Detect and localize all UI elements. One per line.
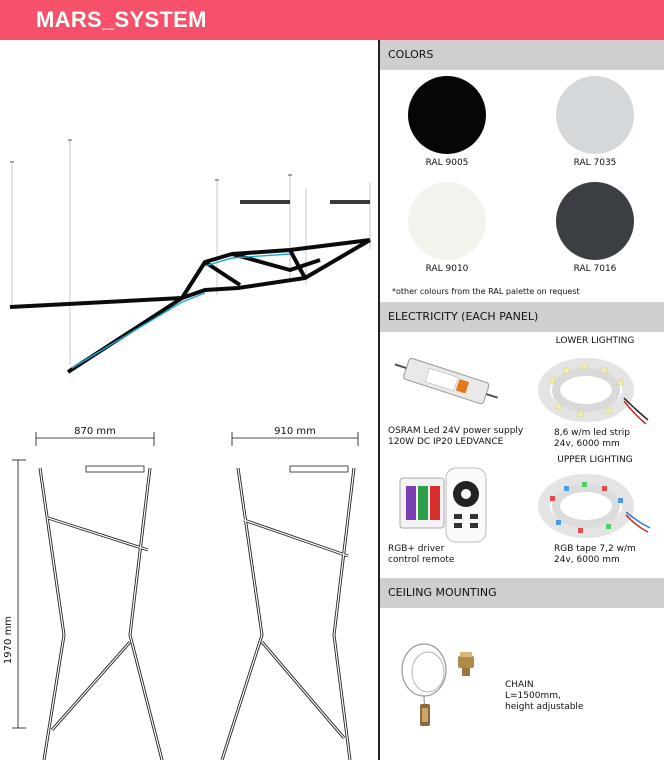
psu-line-2: 120W DC IP20 LEDVANCE xyxy=(388,437,504,447)
lower-lighting-title: LOWER LIGHTING xyxy=(555,336,635,346)
colors-title: COLORS xyxy=(388,48,434,61)
header-bar xyxy=(0,0,664,40)
chain-image xyxy=(394,634,504,734)
chain-line-2: L=1500mm, xyxy=(505,691,561,701)
color-label: RAL 7016 xyxy=(573,264,617,274)
color-label: RAL 9005 xyxy=(425,158,469,168)
driver-line-2: control remote xyxy=(388,555,455,565)
color-swatch-ral-7035 xyxy=(556,76,634,154)
chain-line-3: height adjustable xyxy=(505,702,584,712)
panel-drawings xyxy=(0,420,378,760)
psu-desc xyxy=(388,426,523,448)
color-swatch-ral-7016 xyxy=(556,182,634,260)
color-label: RAL 7035 xyxy=(573,158,617,168)
drawings-column xyxy=(0,40,378,760)
led-strip-line-1: 8,6 w/m led strip xyxy=(554,428,630,438)
rgb-tape-line-1: RGB tape 7,2 w/m xyxy=(554,544,636,554)
chain-line-1: CHAIN xyxy=(505,680,534,690)
led-strip-desc xyxy=(554,428,630,450)
color-swatch-ral-9010 xyxy=(408,182,486,260)
electricity-title: ELECTRICITY (EACH PANEL) xyxy=(388,310,539,323)
rgb-tape-desc xyxy=(554,544,636,566)
driver-line-1: RGB+ driver xyxy=(388,544,445,554)
color-label: RAL 9010 xyxy=(425,264,469,274)
mounting-header xyxy=(380,578,664,608)
page-title: MARS_SYSTEM xyxy=(36,7,207,32)
rgb-tape-line-2: 24v, 6000 mm xyxy=(554,555,620,565)
psu-line-1: OSRAM Led 24V power supply xyxy=(388,426,524,436)
specs-column xyxy=(380,40,664,760)
system-render xyxy=(0,40,378,380)
power-supply-image xyxy=(386,342,506,422)
colors-note: *other colours from the RAL palette on request xyxy=(392,287,580,296)
mounting-title: CEILING MOUNTING xyxy=(388,586,497,599)
rgb-driver-remote-image xyxy=(396,460,506,550)
upper-lighting-title: UPPER LIGHTING xyxy=(557,455,633,465)
height-dim: 1970 mm xyxy=(3,615,14,665)
electricity-header xyxy=(380,302,664,332)
panel2-top-dim: 910 mm xyxy=(274,426,316,437)
led-strip-line-2: 24v, 6000 mm xyxy=(554,439,620,449)
chain-desc xyxy=(505,680,583,713)
colors-header xyxy=(380,40,664,70)
led-strip-image xyxy=(536,348,656,428)
driver-desc xyxy=(388,544,454,566)
color-swatch-ral-9005 xyxy=(408,76,486,154)
rgb-tape-image xyxy=(536,466,656,546)
panel1-top-dim: 870 mm xyxy=(74,426,116,437)
